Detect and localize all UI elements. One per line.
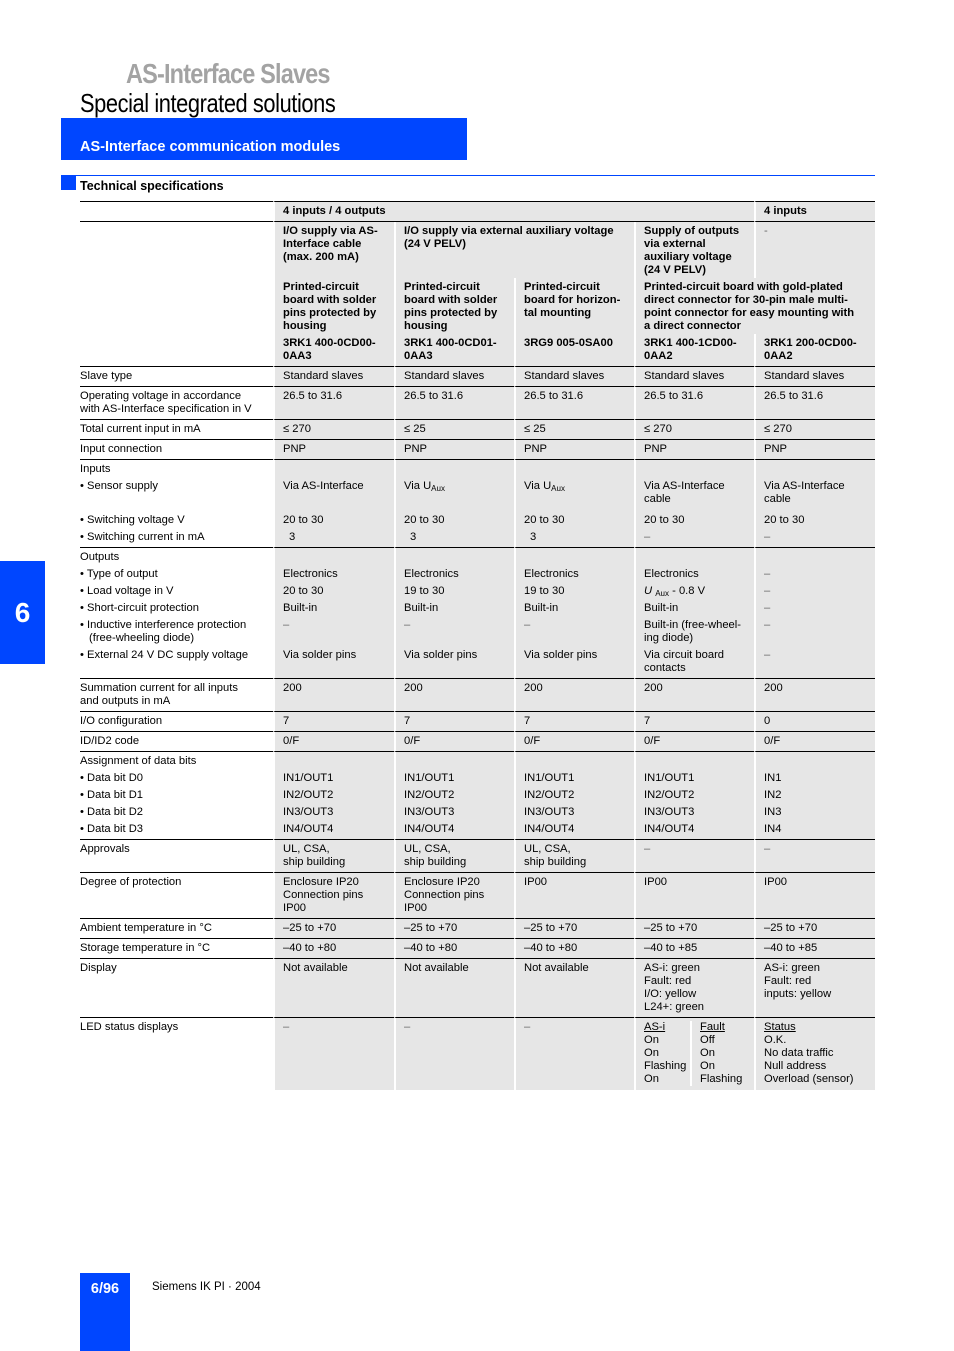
- table-cell: 200: [273, 679, 394, 712]
- table-cell: 0/F: [273, 732, 394, 752]
- row-label: Operating voltage in accordance with AS-Interface specification in V: [80, 387, 273, 420]
- row-label: Input connection: [80, 440, 273, 460]
- table-cell: PNP: [754, 440, 875, 460]
- table-cell: Supply of outputs via external auxiliary voltage (24 V PELV): [634, 222, 754, 278]
- table-cell: Via AS-Interface cable 20 to 30 –: [754, 460, 875, 548]
- order-number: 3RG9 005-0SA00: [514, 334, 634, 367]
- table-row-outputs: [80, 548, 875, 679]
- table-cell: ≤ 270: [273, 420, 394, 440]
- table-cell: 26.5 to 31.6: [273, 387, 394, 420]
- table-cell: I/O supply via external auxiliary voltage (24 V PELV): [394, 222, 634, 278]
- table-row: [80, 387, 875, 420]
- table-row: [80, 440, 875, 460]
- table-cell: –25 to +70: [634, 919, 754, 939]
- table-cell: 26.5 to 31.6: [754, 387, 875, 420]
- table-cell: IP00: [634, 873, 754, 919]
- row-label: Summation current for all inputs and outputs in mA: [80, 679, 273, 712]
- table-cell: Not available: [514, 959, 634, 1018]
- table-cell: – – – – –: [754, 548, 875, 679]
- header-row-supply: [80, 222, 875, 278]
- row-label: Slave type: [80, 367, 273, 387]
- group-header: 4 inputs: [754, 201, 875, 222]
- led-asi-column: AS-i On On Flashing On: [644, 1021, 687, 1085]
- row-label: I/O configuration: [80, 712, 273, 732]
- section-title: AS-Interface communication modules: [80, 139, 341, 155]
- table-cell: Printed-circuit board with gold-plated direct connector for 30-pin male multi- point connector for easy mounting with a direct connector: [634, 278, 875, 334]
- table-row: [80, 367, 875, 387]
- table-row: [80, 873, 875, 919]
- table-cell: Standard slaves: [514, 367, 634, 387]
- table-cell: 0/F: [754, 732, 875, 752]
- table-row: [80, 939, 875, 959]
- table-cell: Printed-circuit board with solder pins protected by housing: [394, 278, 514, 334]
- table-cell: 7: [634, 712, 754, 732]
- table-cell: –25 to +70: [394, 919, 514, 939]
- table-cell: 200: [634, 679, 754, 712]
- table-cell: Electronics 20 to 30 Built-in – Via solder pins: [273, 548, 394, 679]
- table-row: [80, 712, 875, 732]
- table-cell: ≤ 25: [394, 420, 514, 440]
- table-cell: 200: [754, 679, 875, 712]
- header-row-design: [80, 278, 875, 334]
- table-cell: Standard slaves: [754, 367, 875, 387]
- order-number: 3RK1 400-0CD01- 0AA3: [394, 334, 514, 367]
- row-label: Storage temperature in °C: [80, 939, 273, 959]
- section-divider: [61, 175, 875, 176]
- table-cell: Status O.K. No data traffic Null address Overload (sensor): [754, 1018, 875, 1090]
- table-cell: PNP: [273, 440, 394, 460]
- table-cell: UL, CSA, ship building: [273, 840, 394, 873]
- table-cell: Via AS-Interface 20 to 30 3: [273, 460, 394, 548]
- page-title: AS-Interface Slaves: [126, 58, 330, 89]
- table-cell: –40 to +85: [634, 939, 754, 959]
- footer-text: Siemens IK PI · 2004: [152, 1281, 261, 1293]
- table-cell: Electronics U $_{Aux}$ - 0.8 V Built-in Built-in (free-wheel- ing diode) Via circuit board contacts: [634, 548, 754, 679]
- table-cell: PNP: [394, 440, 514, 460]
- table-cell: AS-i: green Fault: red I/O: yellow L24+: green: [634, 959, 754, 1018]
- subsection-marker: [61, 175, 76, 190]
- table-cell: Enclosure IP20 Connection pins IP00: [273, 873, 394, 919]
- table-cell: IN1/OUT1 IN2/OUT2 IN3/OUT3 IN4/OUT4: [514, 752, 634, 840]
- table-cell: 0/F: [634, 732, 754, 752]
- table-cell: ≤ 270: [634, 420, 754, 440]
- table-cell: Standard slaves: [394, 367, 514, 387]
- table-cell: 0/F: [394, 732, 514, 752]
- table-cell: [634, 1018, 754, 1090]
- table-cell: IN1 IN2 IN3 IN4: [754, 752, 875, 840]
- group-header: 4 inputs / 4 outputs: [273, 201, 754, 222]
- table-row: [80, 1018, 875, 1090]
- table-cell: Via $U_{Aux}$ 20 to 30 3: [394, 460, 514, 548]
- table-cell: –40 to +80: [273, 939, 394, 959]
- row-label: Approvals: [80, 840, 273, 873]
- table-cell: –40 to +85: [754, 939, 875, 959]
- table-cell: IN1/OUT1 IN2/OUT2 IN3/OUT3 IN4/OUT4: [394, 752, 514, 840]
- table-cell: 26.5 to 31.6: [514, 387, 634, 420]
- table-cell: Via $U_{Aux}$ 20 to 30 3: [514, 460, 634, 548]
- table-cell: 7: [394, 712, 514, 732]
- table-cell: –25 to +70: [273, 919, 394, 939]
- table-cell: Via AS-Interface cable 20 to 30 –: [634, 460, 754, 548]
- table-cell: –: [394, 1018, 514, 1090]
- row-label: Ambient temperature in °C: [80, 919, 273, 939]
- table-cell: ≤ 25: [514, 420, 634, 440]
- table-cell: 200: [514, 679, 634, 712]
- table-row: [80, 919, 875, 939]
- table-cell: 26.5 to 31.6: [394, 387, 514, 420]
- table-cell: –: [514, 1018, 634, 1090]
- table-cell: IN1/OUT1 IN2/OUT2 IN3/OUT3 IN4/OUT4: [634, 752, 754, 840]
- table-row-data-bits: [80, 752, 875, 840]
- row-label: Total current input in mA: [80, 420, 273, 440]
- table-cell: PNP: [634, 440, 754, 460]
- table-cell: –40 to +80: [514, 939, 634, 959]
- table-cell: 0: [754, 712, 875, 732]
- table-cell: IP00: [754, 873, 875, 919]
- table-cell: –25 to +70: [754, 919, 875, 939]
- header-row-order: [80, 334, 875, 367]
- led-fault-column: Fault Off On On Flashing: [690, 1021, 750, 1086]
- table-cell: Electronics 19 to 30 Built-in – Via solder pins: [514, 548, 634, 679]
- table-cell: –: [634, 840, 754, 873]
- header-row-groups: [80, 201, 875, 222]
- table-row: [80, 959, 875, 1018]
- page-subtitle: Special integrated solutions: [80, 88, 336, 118]
- table-cell: AS-i: green Fault: red inputs: yellow: [754, 959, 875, 1018]
- table-cell: Not available: [394, 959, 514, 1018]
- spec-table: [80, 201, 875, 1090]
- table-cell: 0/F: [514, 732, 634, 752]
- table-row-inputs: [80, 460, 875, 548]
- table-cell: IN1/OUT1 IN2/OUT2 IN3/OUT3 IN4/OUT4: [273, 752, 394, 840]
- row-label: Display: [80, 959, 273, 1018]
- table-cell: –40 to +80: [394, 939, 514, 959]
- row-label: Outputs • Type of output • Load voltage in V • Short-circuit protection • Inductive interference protection (free-wheeling diode) • External 24 V DC supply voltage: [80, 548, 273, 679]
- table-cell: Enclosure IP20 Connection pins IP00: [394, 873, 514, 919]
- table-cell: Not available: [273, 959, 394, 1018]
- chapter-tab: 6: [0, 561, 45, 664]
- table-cell: Electronics 19 to 30 Built-in – Via solder pins: [394, 548, 514, 679]
- section-banner: [61, 118, 467, 160]
- table-cell: I/O supply via AS- Interface cable (max. 200 mA): [273, 222, 394, 278]
- row-label: Inputs • Sensor supply • Switching voltage V • Switching current in mA: [80, 460, 273, 548]
- order-number: 3RK1 400-1CD00- 0AA2: [634, 334, 754, 367]
- order-number: 3RK1 400-0CD00- 0AA3: [273, 334, 394, 367]
- row-label: ID/ID2 code: [80, 732, 273, 752]
- table-row: [80, 732, 875, 752]
- table-cell: UL, CSA, ship building: [394, 840, 514, 873]
- table-cell: PNP: [514, 440, 634, 460]
- table-cell: ≤ 270: [754, 420, 875, 440]
- table-cell: Printed-circuit board for horizon- tal mounting: [514, 278, 634, 334]
- table-cell: Printed-circuit board with solder pins protected by housing: [273, 278, 394, 334]
- subsection-title: Technical specifications: [80, 179, 224, 193]
- table-cell: –: [273, 1018, 394, 1090]
- table-cell: UL, CSA, ship building: [514, 840, 634, 873]
- table-cell: IP00: [514, 873, 634, 919]
- table-cell: –: [754, 840, 875, 873]
- row-label: LED status displays: [80, 1021, 179, 1033]
- table-cell: Standard slaves: [634, 367, 754, 387]
- table-row: [80, 840, 875, 873]
- table-cell: 7: [273, 712, 394, 732]
- table-cell: -: [754, 222, 875, 278]
- table-cell: 26.5 to 31.6: [634, 387, 754, 420]
- order-number: 3RK1 200-0CD00- 0AA2: [754, 334, 875, 367]
- table-row: [80, 420, 875, 440]
- row-label: Degree of protection: [80, 873, 273, 919]
- table-cell: –25 to +70: [514, 919, 634, 939]
- table-row: [80, 679, 875, 712]
- row-label: Assignment of data bits • Data bit D0 • Data bit D1 • Data bit D2 • Data bit D3: [80, 752, 273, 840]
- table-cell: 7: [514, 712, 634, 732]
- page-number: 6/96: [80, 1273, 130, 1351]
- table-cell: Standard slaves: [273, 367, 394, 387]
- table-cell: 200: [394, 679, 514, 712]
